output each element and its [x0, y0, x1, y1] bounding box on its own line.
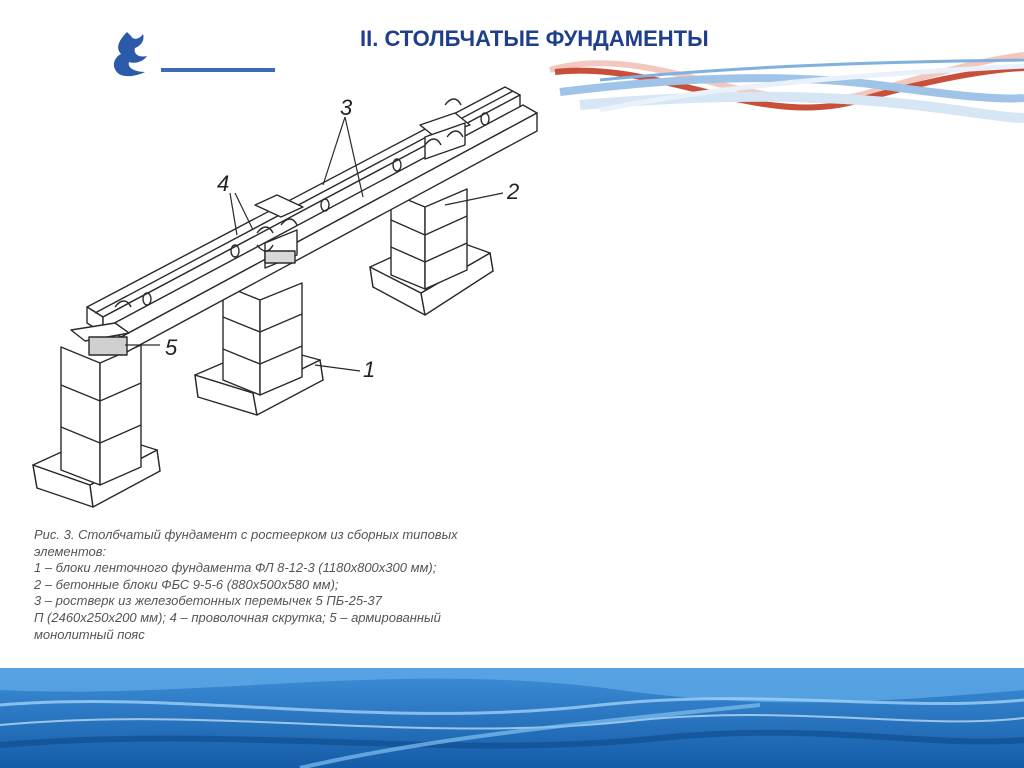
caption-line: элементов: — [34, 543, 107, 559]
slide-title: II. СТОЛБЧАТЫЕ ФУНДАМЕНТЫ — [360, 26, 709, 51]
caption-line: 3 – ростверк из железобетонных перемычек 5 ПБ-25-37 — [34, 593, 382, 609]
caption-line: 1 – блоки ленточного фундамента ФЛ 8-12-3 (1180х800х300 мм); — [34, 560, 437, 576]
foundation-diagram — [25, 75, 545, 515]
lintel-beams — [87, 87, 537, 355]
pillar-left — [33, 345, 160, 507]
caption-line: Рис. 3. Столбчатый фундамент с ростеерком из сборных типовых — [34, 527, 458, 542]
label-1: 1 — [363, 357, 376, 382]
caption-line: 2 – бетонные блоки ФБС 9-5-6 (880х500х580 мм); — [34, 576, 339, 592]
figure-caption — [34, 527, 554, 643]
caption-line: монолитный пояс — [34, 626, 145, 642]
label-3: 3 — [340, 95, 353, 120]
label-5: 5 — [165, 335, 178, 360]
label-4: 4 — [217, 171, 230, 196]
label-2: 2 — [507, 179, 520, 204]
caption-line: П (2460х250х200 мм); 4 – проволочная скрутка; 5 – армированный — [34, 609, 441, 625]
flame-logo-icon — [105, 28, 275, 78]
